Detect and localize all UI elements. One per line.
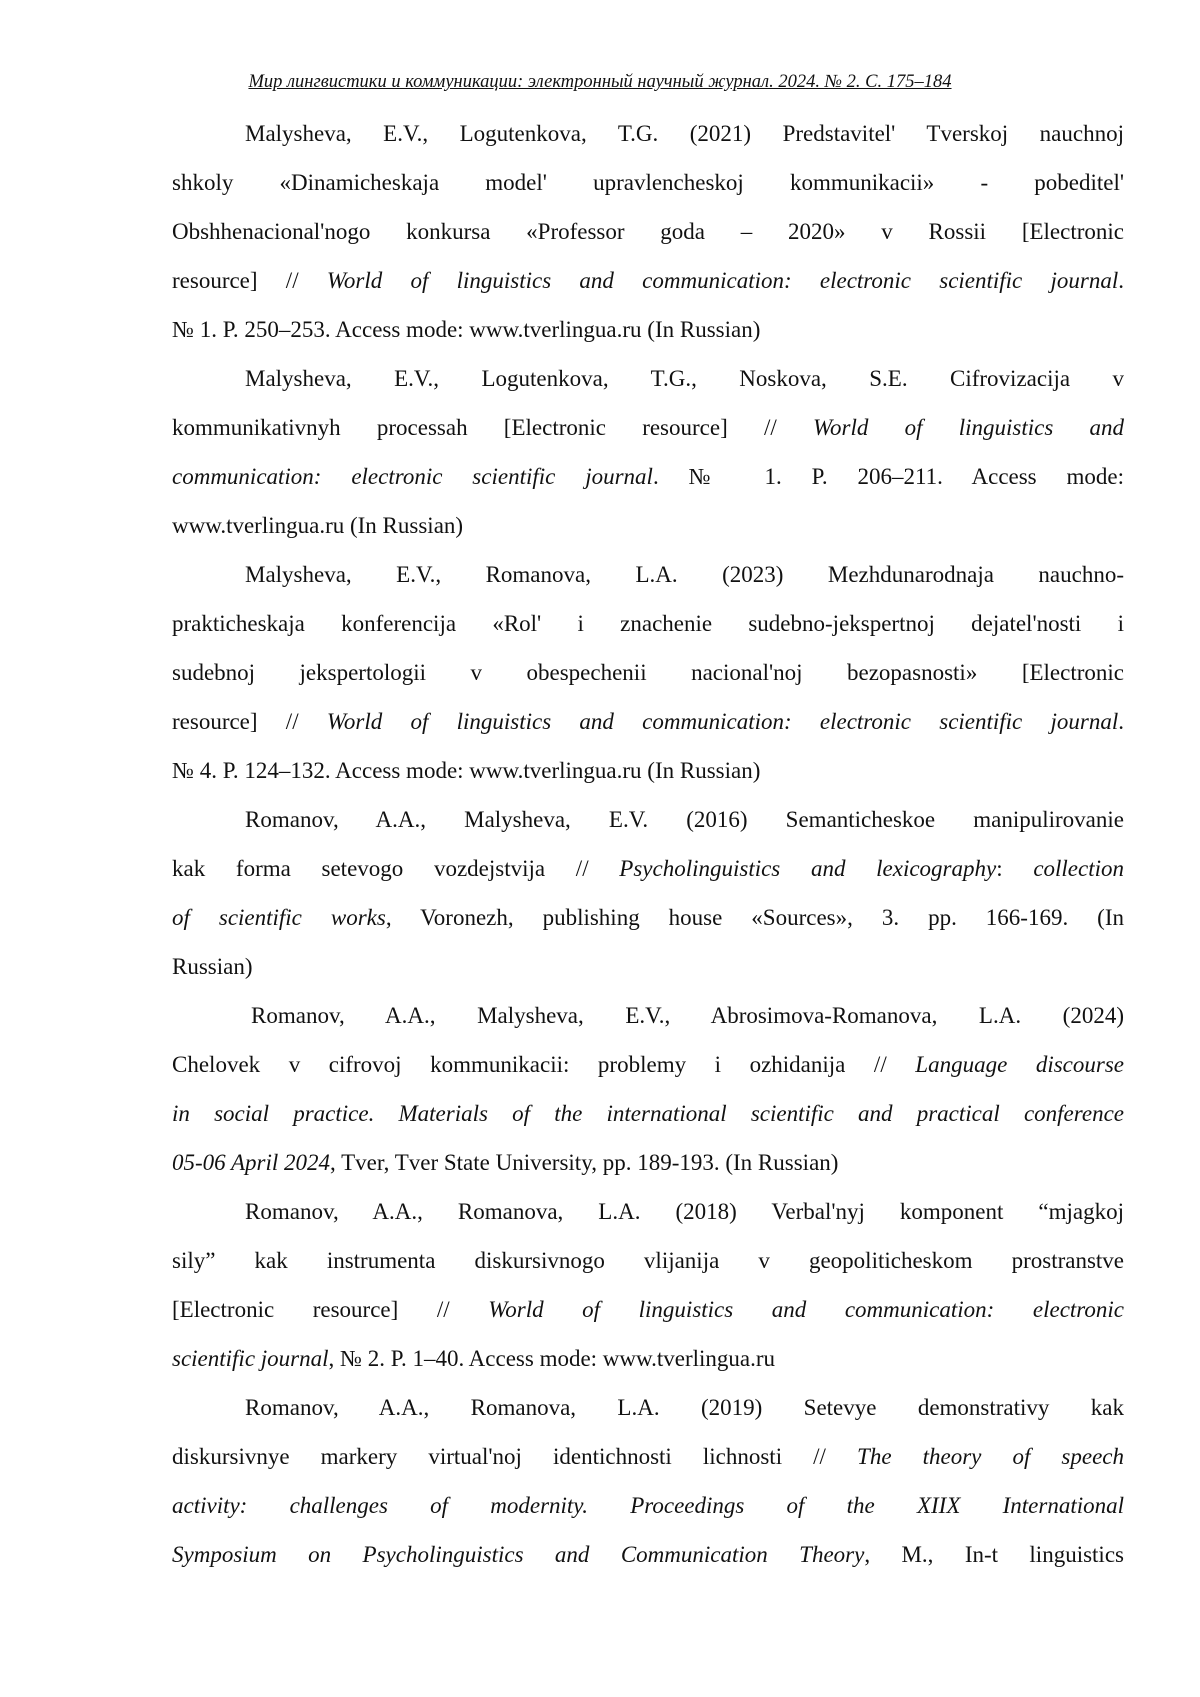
text: Malysheva, E.V., Logutenkova, T.G., Noskova, S.E. Cifrovizacija v (245, 366, 1124, 391)
reference-line (172, 1432, 1124, 1481)
running-header: Мир лингвистики и коммуникации: электронный научный журнал. 2024. № 2. С. 175–184 (0, 72, 1200, 93)
reference-line (172, 207, 1124, 256)
reference-entry (172, 991, 1124, 1187)
italic-text: scientific journal (172, 1346, 329, 1371)
text: shkoly «Dinamicheskaja model' upravlencheskoj kommunikacii» - pobeditel' (172, 170, 1124, 195)
reference-line (172, 403, 1124, 452)
reference-line (172, 452, 1124, 501)
text: Malysheva, E.V., Logutenkova, T.G. (2021) Predstavitel' Tverskoj nauchnoj (245, 121, 1124, 146)
reference-line (172, 109, 1124, 158)
reference-entry (172, 109, 1124, 354)
italic-text: of scientific works (172, 905, 386, 930)
italic-text: collection (1033, 856, 1124, 881)
italic-text: 05-06 April 2024 (172, 1150, 330, 1175)
text: sudebnoj jekspertologii v obespechenii nacional'noj bezopasnosti» [Electronic (172, 660, 1124, 685)
reference-entry (172, 354, 1124, 550)
reference-line (172, 501, 1124, 550)
reference-entry (172, 1383, 1124, 1579)
reference-line (172, 158, 1124, 207)
reference-line (172, 893, 1124, 942)
reference-line (172, 1040, 1124, 1089)
text: Obshhenacional'nogo konkursa «Professor goda – 2020» v Rossii [Electronic (172, 219, 1124, 244)
reference-entry (172, 795, 1124, 991)
italic-text: activity: challenges of modernity. Proceedings of the XIIX International (172, 1493, 1124, 1518)
italic-text: World of linguistics and communication: electronic (488, 1297, 1124, 1322)
italic-text: The theory of speech (857, 1444, 1124, 1469)
italic-text: World of linguistics and communication: electronic scientific journal (327, 709, 1118, 734)
reference-line (172, 795, 1124, 844)
italic-text: World of linguistics and (813, 415, 1124, 440)
text: . (1118, 268, 1124, 293)
italic-text: communication: electronic scientific journal (172, 464, 653, 489)
reference-list (172, 109, 1124, 1579)
text: , M., In-t linguistics (864, 1542, 1124, 1567)
reference-line (172, 305, 1124, 354)
text: www.tverlingua.ru (In Russian) (172, 513, 463, 538)
reference-line (172, 354, 1124, 403)
reference-line (172, 550, 1124, 599)
italic-text: in social practice. Materials of the international scientific and practical conference (172, 1101, 1124, 1126)
italic-text: Symposium on Psycholinguistics and Communication Theory (172, 1542, 864, 1567)
text: resource] // (172, 268, 327, 293)
reference-line (172, 256, 1124, 305)
reference-line (172, 1334, 1124, 1383)
reference-line (172, 1187, 1124, 1236)
italic-text: Language discourse (915, 1052, 1124, 1077)
text: , Voronezh, publishing house «Sources», 3. pp. 166-169. (In (386, 905, 1124, 930)
reference-line (172, 1089, 1124, 1138)
text: . № 1. P. 206–211. Access mode: (653, 464, 1124, 489)
reference-line (172, 1285, 1124, 1334)
reference-line (172, 599, 1124, 648)
italic-text: World of linguistics and communication: electronic scientific journal (327, 268, 1118, 293)
reference-line (172, 648, 1124, 697)
text: Russian) (172, 954, 253, 979)
reference-line (172, 1383, 1124, 1432)
text: Romanov, A.A., Malysheva, E.V., Abrosimova-Romanova, L.A. (2024) (251, 1003, 1124, 1028)
text: № 1. P. 250–253. Access mode: www.tverlingua.ru (In Russian) (172, 317, 760, 342)
reference-line (172, 746, 1124, 795)
reference-line (172, 1530, 1124, 1579)
reference-line (172, 1236, 1124, 1285)
reference-line (172, 942, 1124, 991)
text: , № 2. P. 1–40. Access mode: www.tverlingua.ru (329, 1346, 776, 1371)
text: kak forma setevogo vozdejstvija // (172, 856, 619, 881)
text: Romanov, A.A., Romanova, L.A. (2019) Setevye demonstrativy kak (245, 1395, 1124, 1420)
reference-line (172, 1138, 1124, 1187)
reference-line (172, 844, 1124, 893)
text: , Tver, Tver State University, pp. 189-193. (In Russian) (330, 1150, 838, 1175)
text: : (996, 856, 1033, 881)
reference-line (172, 1481, 1124, 1530)
italic-text: Psycholinguistics and lexicography (619, 856, 996, 881)
text: kommunikativnyh processah [Electronic resource] // (172, 415, 813, 440)
reference-line (172, 697, 1124, 746)
text: [Electronic resource] // (172, 1297, 488, 1322)
text: resource] // (172, 709, 327, 734)
reference-entry (172, 1187, 1124, 1383)
text: № 4. P. 124–132. Access mode: www.tverlingua.ru (In Russian) (172, 758, 760, 783)
text: Chelovek v cifrovoj kommunikacii: problemy i ozhidanija // (172, 1052, 915, 1077)
text: diskursivnye markery virtual'noj identichnosti lichnosti // (172, 1444, 857, 1469)
text: Romanov, A.A., Malysheva, E.V. (2016) Semanticheskoe manipulirovanie (245, 807, 1124, 832)
text: prakticheskaja konferencija «Rol' i znachenie sudebno-jekspertnoj dejatel'nosti i (172, 611, 1124, 636)
text: Romanov, A.A., Romanova, L.A. (2018) Verbal'nyj komponent “mjagkoj (245, 1199, 1124, 1224)
reference-entry (172, 550, 1124, 795)
text: sily” kak instrumenta diskursivnogo vlijanija v geopoliticheskom prostranstve (172, 1248, 1124, 1273)
reference-line (172, 991, 1124, 1040)
text: Malysheva, E.V., Romanova, L.A. (2023) Mezhdunarodnaja nauchno- (245, 562, 1124, 587)
text: . (1118, 709, 1124, 734)
